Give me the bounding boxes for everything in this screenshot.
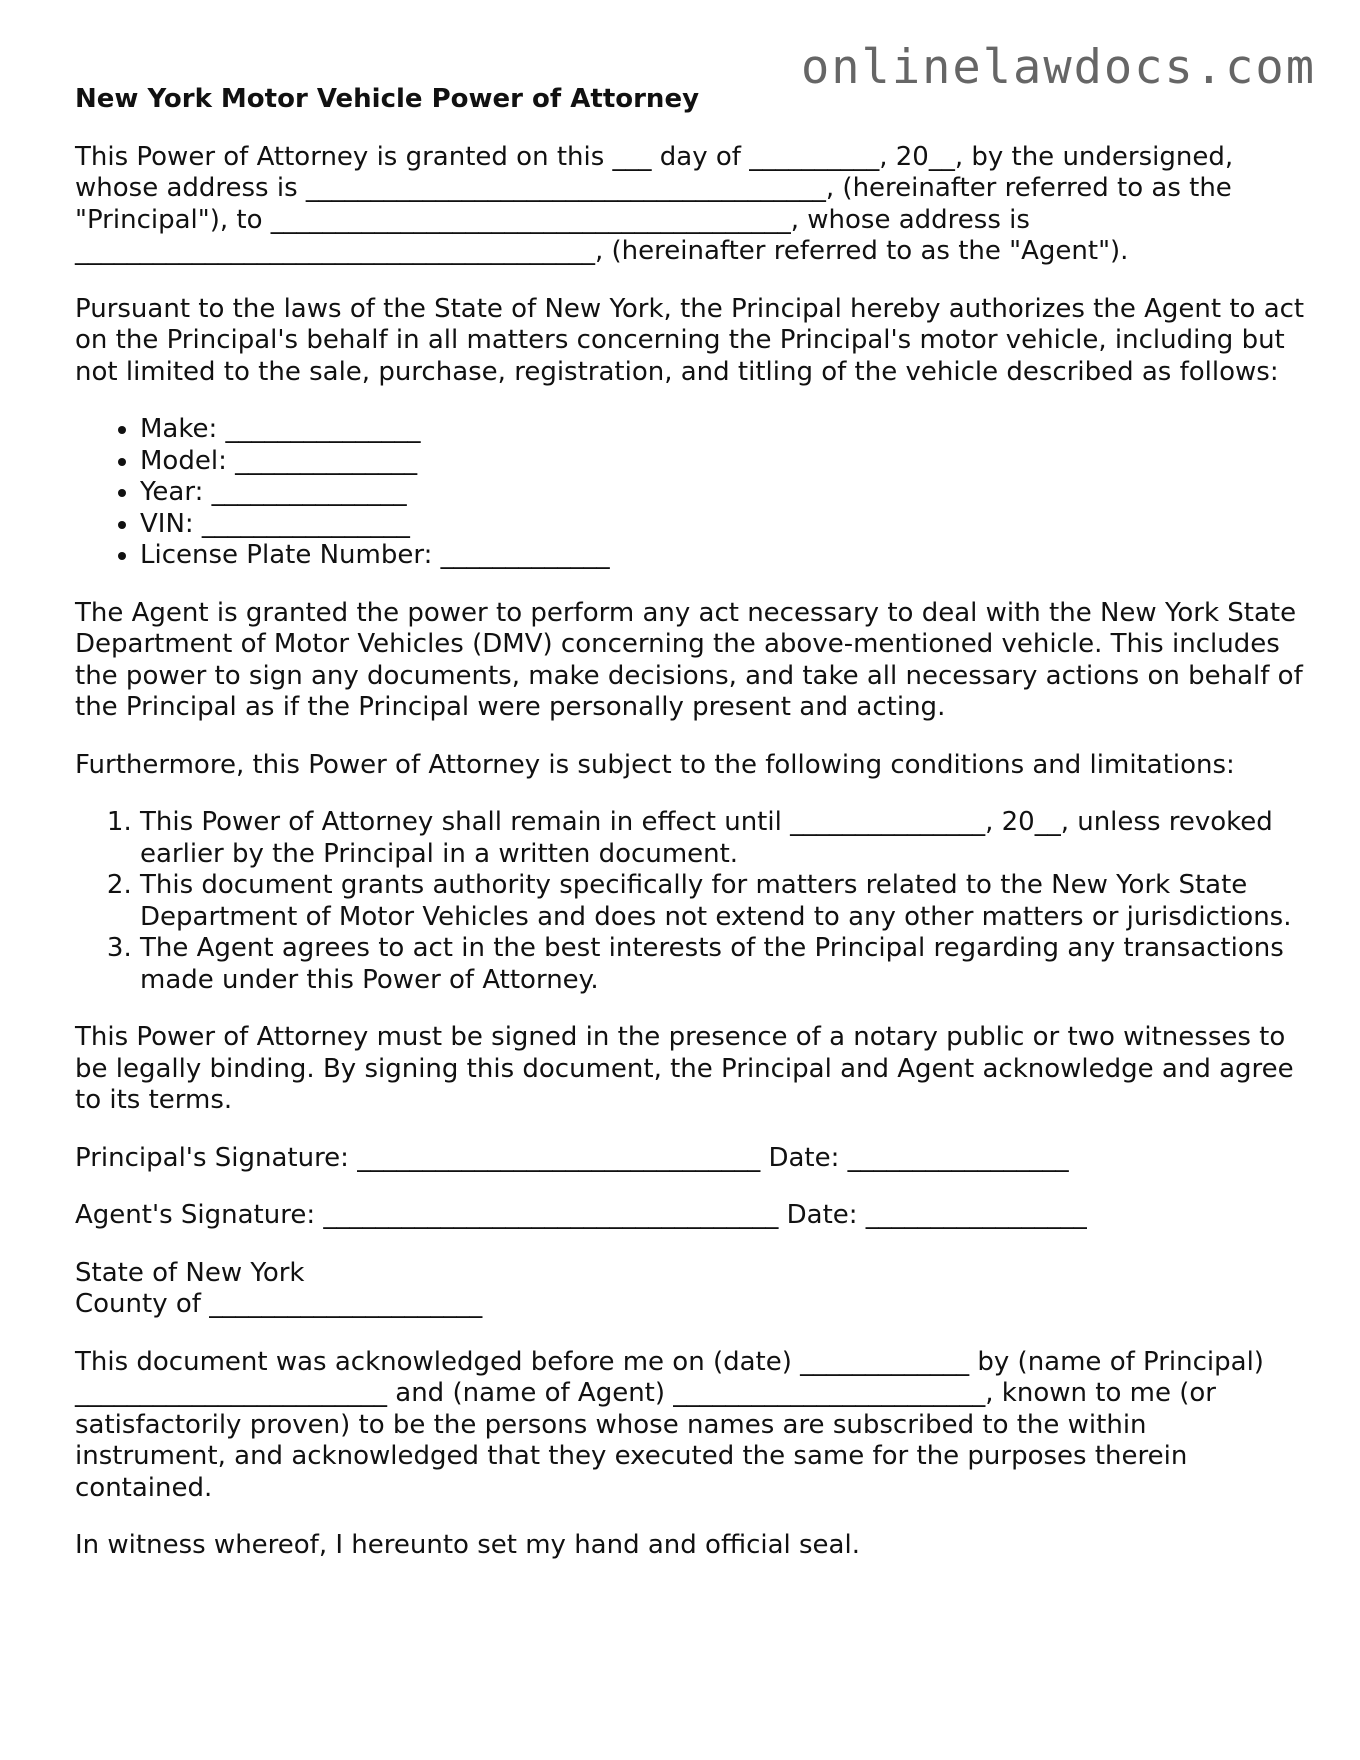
vehicle-field-make: • Make: _______________	[140, 414, 1305, 446]
authorization-paragraph: Pursuant to the laws of the State of New York, the Principal hereby authorizes the Agent to act on the Principal's behalf in all matters concerning the Principal's motor vehicle, including but not limited to the sale, purchase, registration, and titling of the vehicle described as follows:	[75, 293, 1305, 387]
signing-paragraph: This Power of Attorney must be signed in the presence of a notary public or two witnesses to be legally binding. By signing this document, the Principal and Agent acknowledge and agree to its terms.	[75, 1022, 1294, 1115]
condition-item: 1. This Power of Attorney shall remain in effect until _______________, 20__, unless revoked earlier by the Principal in a written document.	[140, 807, 1305, 870]
notary-state: State of New York	[75, 1257, 305, 1288]
witness-paragraph: In witness whereof, I hereunto set my hand and official seal.	[75, 1530, 860, 1560]
agent-signature-line: Agent's Signature: ___________________________________ Date: _________________	[75, 1200, 1087, 1230]
condition-item: 3. The Agent agrees to act in the best interests of the Principal regarding any transactions made under this Power of Attorney.	[140, 933, 1305, 996]
vehicle-fields-list	[75, 414, 1305, 572]
acknowledgment-paragraph: This document was acknowledged before me on (date) _____________ by (name of Principal) ________________________ and (name of Agent) ________________________, known to me (or satisfactorily proven) to be the persons whose names are subscribed to the within instrument, and acknowledged that they executed the same for the purposes therein contained.	[75, 1346, 1264, 1503]
document-body	[75, 84, 1305, 1588]
vehicle-field-license-plate: • License Plate Number: _____________	[140, 540, 1305, 572]
conditions-list	[75, 807, 1305, 996]
notary-venue	[75, 1258, 1305, 1321]
watermark: onlinelawdocs.com	[800, 40, 1316, 95]
notary-county: County of _____________________	[75, 1289, 483, 1319]
powers-paragraph: The Agent is granted the power to perform any act necessary to deal with the New York State Department of Motor Vehicles (DMV) concerning the above-mentioned vehicle. This includes the power to sign any documents, make decisions, and take all necessary actions on behalf of the Principal as if the Principal were personally present and acting.	[75, 597, 1303, 722]
condition-item: 2. This document grants authority specifically for matters related to the New York State Department of Motor Vehicles and does not extend to any other matters or jurisdictions.	[140, 870, 1305, 933]
vehicle-field-year: • Year: _______________	[140, 477, 1305, 509]
principal-signature-line: Principal's Signature: _______________________________ Date: _________________	[75, 1142, 1069, 1173]
conditions-intro: Furthermore, this Power of Attorney is subject to the following conditions and limitations:	[75, 749, 1235, 780]
grant-paragraph: This Power of Attorney is granted on this ___ day of __________, 20__, by the undersigned, whose address is ________________________________________, (hereinafter referred to as the "Principal"), to ________________________________________, whose address is ________________________________________, (hereinafter referred to as the "Agent").	[75, 141, 1234, 266]
document-title: New York Motor Vehicle Power of Attorney	[75, 84, 700, 114]
vehicle-field-model: • Model: ______________	[140, 446, 1305, 478]
vehicle-field-vin: • VIN: ________________	[140, 509, 1305, 541]
